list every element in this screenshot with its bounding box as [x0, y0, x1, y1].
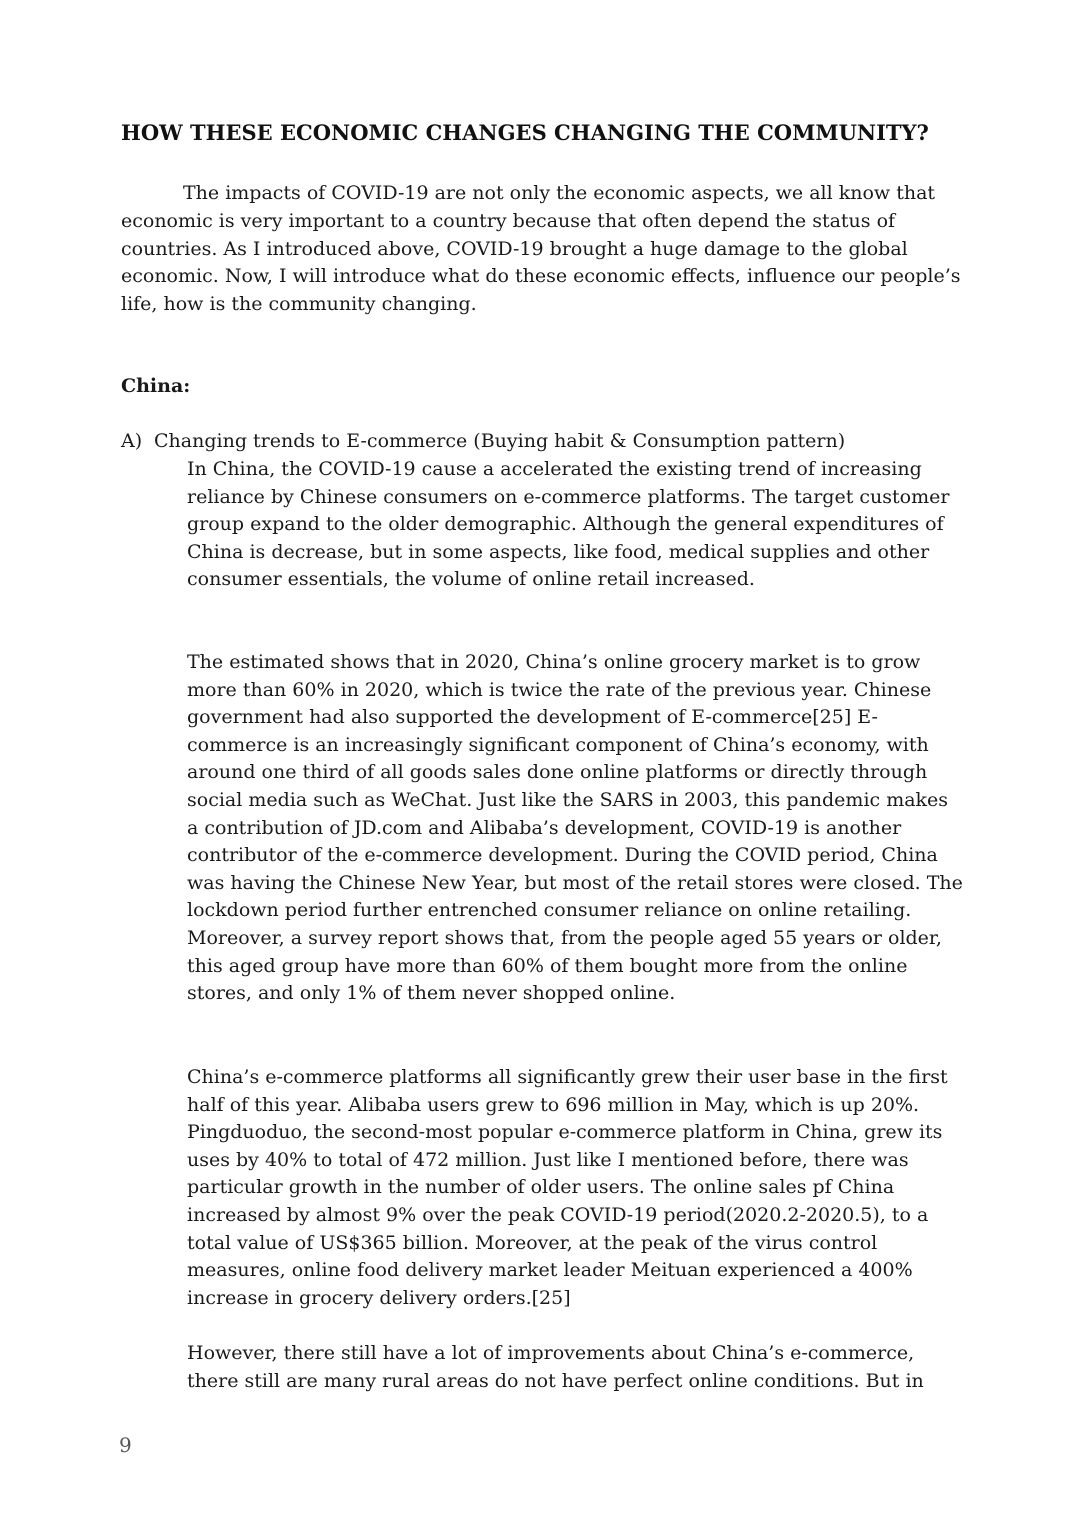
list-item-a — [121, 428, 971, 456]
body-paragraph-2: The estimated shows that in 2020, China’s online grocery market is to grow more than 60% in 2020, which is twice the rate of the previous year. Chinese government had also supported the development of E-commerce[25] E-commerce is an increasingly significant component of China’s economy, with around one third of all goods sales done online platforms or directly through social media such as WeChat. Just like the SARS in 2003, this pandemic makes a contribution of JD.com and Alibaba’s development, COVID-19 is another contributor of the e-commerce development. During the COVID period, China was having the Chinese New Year, but most of the retail stores were closed. The lockdown period further entrenched consumer reliance on online retailing. Moreover, a survey report shows that, from the people aged 55 years or older, this aged group have more than 60% of them bought more from the online stores, and only 1% of them never shopped online. — [187, 651, 963, 1005]
body-paragraph-3: China’s e-commerce platforms all significantly grew their user base in the first half of this year. Alibaba users grew to 696 million in May, which is up 20%. Pingduoduo, the second-most popular e-commerce platform in China, grew its uses by 40% to total of 472 million. Just like I mentioned before, there was particular growth in the number of older users. The online sales pf China increased by almost 9% over the peak COVID-19 period(2020.2-2020.5), to a total value of US$365 billion. Moreover, at the peak of the virus control measures, online food delivery market leader Meituan experienced a 400% increase in grocery delivery orders.[25] — [187, 1066, 948, 1309]
page-heading: HOW THESE ECONOMIC CHANGES CHANGING THE COMMUNITY? — [121, 120, 929, 145]
body-paragraph-4: However, there still have a lot of improvements about China’s e-commerce, there still are many rural areas do not have perfect online conditions. But in — [187, 1342, 924, 1392]
section-title-china: China: — [121, 375, 191, 397]
intro-paragraph: The impacts of COVID-19 are not only the economic aspects, we all know that economic is very important to a country because that often depend the status of countries. As I introduced above, COVID-19 brought a huge damage to the global economic. Now, I will introduce what do these economic effects, influence our people’s life, how is the community changing. — [121, 182, 961, 316]
list-marker: A) — [121, 430, 143, 452]
page-number: 9 — [119, 1433, 132, 1457]
list-item-label: Changing trends to E-commerce (Buying habit & Consumption pattern) — [154, 430, 846, 452]
body-paragraph-1: In China, the COVID-19 cause a accelerated the existing trend of increasing reliance by Chinese consumers on e-commerce platforms. The target customer group expand to the older demographic. Although the general expenditures of China is decrease, but in some aspects, like food, medical supplies and other consumer essentials, the volume of online retail increased. — [187, 458, 950, 591]
